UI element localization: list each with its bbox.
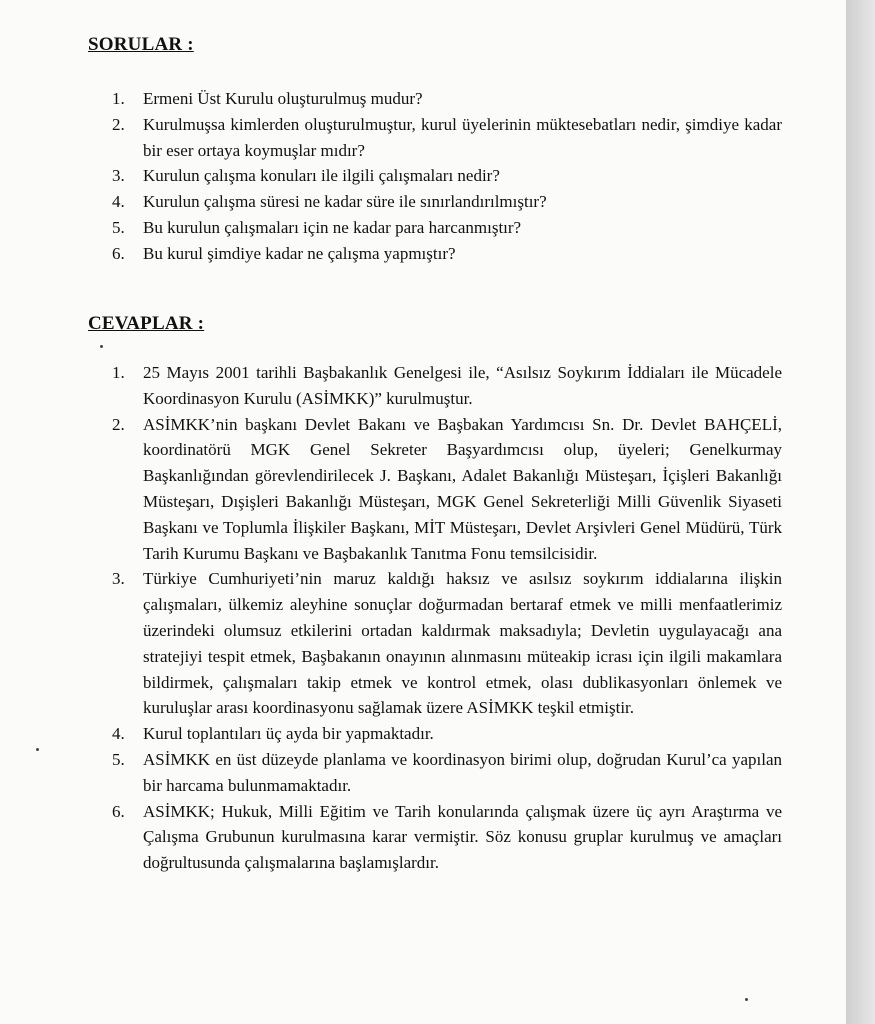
answer-number: 1. <box>112 363 125 382</box>
answer-number: 4. <box>112 724 125 744</box>
scan-speck <box>36 748 39 751</box>
question-number: 5. <box>112 217 125 237</box>
question-number: 6. <box>112 243 125 263</box>
answer-item <box>112 747 782 799</box>
question-number: 3. <box>112 166 125 186</box>
answer-text: Kurul toplantıları üç ayda bir yapmaktadır. <box>143 724 434 744</box>
question-text: Ermeni Üst Kurulu oluşturulmuş mudur? <box>143 89 423 108</box>
answer-text: ASİMKK en üst düzeyde planlama ve koordinasyon birimi olup, doğrudan Kurul’ca yapılan bir harcama bulunmamaktadır. <box>143 749 782 795</box>
answer-item <box>112 566 782 721</box>
question-number: 2. <box>112 114 125 134</box>
question-text: Kurulmuşsa kimlerden oluşturulmuştur, kurul üyelerinin müktesebatları nedir, şimdiye kadar bir eser ortaya koymuşlar mıdır? <box>143 114 782 160</box>
answer-text: ASİMKK’nin başkanı Devlet Bakanı ve Başbakan Yardımcısı Sn. Dr. Devlet BAHÇELİ, koordinatörü MGK Genel Sekreter Başyardımcısı olup, üyeleri; Genelkurmay Başkanlığından görevlendirilecek J. Başkanı, Adalet Bakanlığı Müsteşarı, İçişleri Bakanlığı Müsteşarı, Dışişleri Bakanlığı Müsteşarı, MGK Genel Sekreterliği Milli Güvenlik Siyaseti Başkanı ve Toplumla İlişkiler Başkanı, MİT Müsteşarı, Devlet Arşivleri Genel Müdürü, Türk Tarih Kurumu Başkanı ve Başbakanlık Tanıtma Fonu temsilcisidir. <box>143 414 782 563</box>
question-item <box>112 189 782 215</box>
question-item <box>112 112 782 164</box>
page-edge <box>846 0 875 1024</box>
question-item <box>112 163 782 189</box>
questions-heading: SORULAR : <box>88 34 194 55</box>
answers-heading: CEVAPLAR : <box>88 313 205 334</box>
answer-item <box>112 721 782 747</box>
scan-speck <box>100 345 103 348</box>
question-item <box>112 241 782 267</box>
question-number: 4. <box>112 192 125 212</box>
question-number: 1. <box>112 89 125 108</box>
question-text: Kurulun çalışma süresi ne kadar süre ile sınırlandırılmıştır? <box>143 192 547 212</box>
answer-item <box>112 799 782 876</box>
scan-speck <box>745 998 748 1001</box>
answer-number: 5. <box>112 749 125 769</box>
answer-number: 3. <box>112 569 125 589</box>
answer-number: 6. <box>112 801 125 821</box>
question-text: Kurulun çalışma konuları ile ilgili çalışmaları nedir? <box>143 166 500 186</box>
answers-list <box>112 360 782 876</box>
question-text: Bu kurul şimdiye kadar ne çalışma yapmıştır? <box>143 243 456 263</box>
answer-text: Türkiye Cumhuriyeti’nin maruz kaldığı haksız ve asılsız soykırım iddialarına ilişkin çalışmaları, ülkemiz aleyhine sonuçlar doğurmadan bertaraf etmek ve milli menfaatlerimiz üzerindeki olumsuz etkilerini ortadan kaldırmak maksadıyla; Devletin uygulayacağı ana stratejiyi tespit etmek, Başbakanın onayının alınmasını müteakip icrası için ilgili makamlara bildirmek, çalışmaları takip etmek ve kontrol etmek, olası dublikasyonları önlemek ve kuruluşlar arası koordinasyonu sağlamak üzere ASİMKK teşkil etmiştir. <box>143 569 782 718</box>
answer-text: ASİMKK; Hukuk, Milli Eğitim ve Tarih konularında çalışmak üzere üç ayrı Araştırma ve Çalışma Grubunun kurulmasına karar vermiştir. Söz konusu gruplar kurulmuş ve amaçları doğrultusunda çalışmalarına başlamışlardır. <box>143 801 782 873</box>
answer-item <box>112 360 782 412</box>
question-item <box>112 215 782 241</box>
answer-number: 2. <box>112 414 125 434</box>
question-text: Bu kurulun çalışmaları için ne kadar para harcanmıştır? <box>143 217 522 237</box>
answer-item <box>112 412 782 567</box>
answer-text: 25 Mayıs 2001 tarihli Başbakanlık Genelgesi ile, “Asılsız Soykırım İddiaları ile Mücadele Koordinasyon Kurulu (ASİMKK)” kurulmuştur. <box>143 363 782 408</box>
questions-list <box>112 86 782 267</box>
question-item <box>112 86 782 112</box>
